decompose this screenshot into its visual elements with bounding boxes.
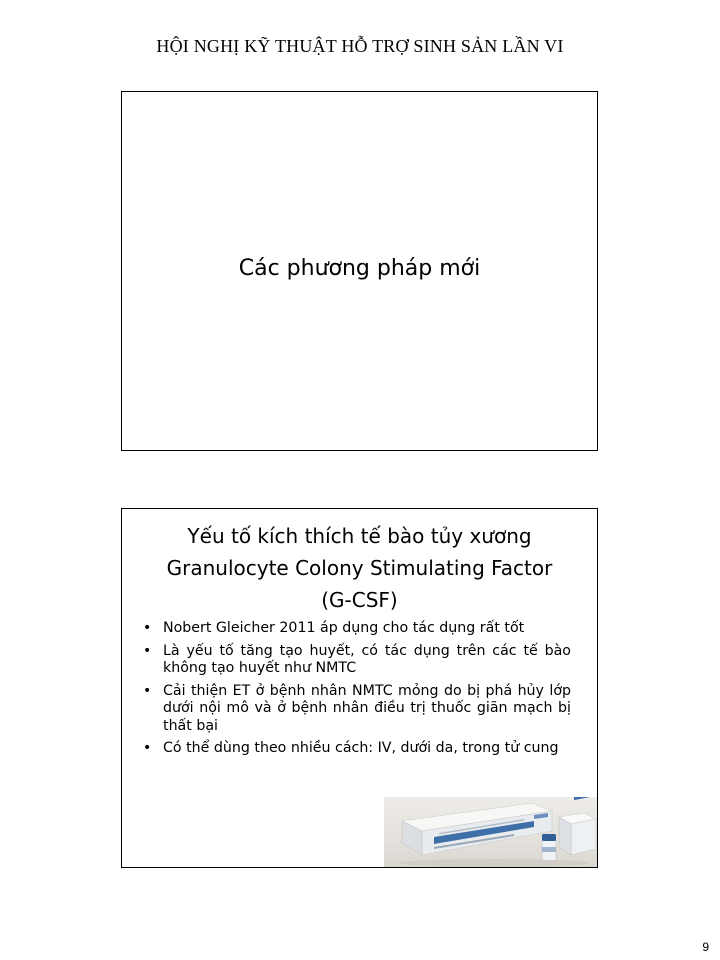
- bullet-icon: •: [143, 740, 152, 756]
- bullet-item: [143, 643, 571, 678]
- slide-2-title-line-2: Granulocyte Colony Stimulating Factor: [166, 556, 553, 580]
- bullet-text: Có thể dùng theo nhiều cách: IV, dưới da, trong tử cung: [163, 740, 559, 756]
- page-number: 9: [702, 940, 709, 954]
- bullet-text: Cải thiện ET ở bệnh nhân NMTC mỏng do bị phá hủy lớp dưới nội mô và ở bệnh nhân điều trị thuốc giãn mạch bị thất bại: [163, 682, 571, 734]
- slide-2-title-line-3: (G-CSF): [321, 588, 398, 612]
- bullet-text: Nobert Gleicher 2011 áp dụng cho tác dụng rất tốt: [163, 620, 525, 636]
- bullet-text: Là yếu tố tăng tạo huyết, có tác dụng trên các tế bào không tạo huyết như NMTC: [163, 642, 571, 676]
- slide-2-title-line-1: Yếu tố kích thích tế bào tủy xương: [187, 524, 532, 548]
- bullet-icon: •: [143, 620, 152, 636]
- product-illustration: [384, 797, 598, 868]
- bullet-item: [143, 683, 571, 736]
- bullet-icon: •: [143, 682, 152, 699]
- slide-2: [121, 508, 598, 868]
- bullet-item: [143, 740, 571, 758]
- bullet-list: [122, 620, 597, 758]
- slide-2-title: [132, 520, 587, 616]
- bullet-icon: •: [143, 642, 152, 659]
- product-photo: [384, 797, 598, 868]
- slide-1-title: Các phương pháp mới: [238, 256, 481, 281]
- slide-1: [121, 91, 598, 451]
- document-header: HỘI NGHỊ KỸ THUẬT HỖ TRỢ SINH SẢN LẦN VI: [156, 36, 564, 56]
- bullet-item: [143, 620, 571, 638]
